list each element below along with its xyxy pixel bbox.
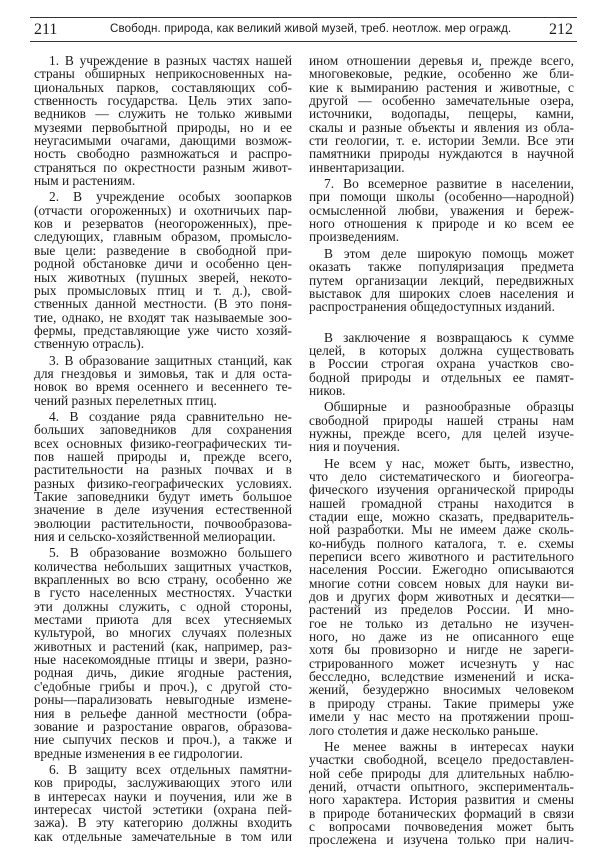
- text-line: 5. В образование возможно большего: [49, 545, 292, 561]
- text-line: другой — особенно замечательные озера,: [309, 93, 574, 109]
- text-line: выставок для широких слоев населения и: [309, 285, 574, 301]
- text-line: ные насекомоядные птицы и звери, разно-: [34, 652, 292, 668]
- text-line: источники, водопады, пещеры, камни,: [309, 106, 574, 122]
- text-line: фермы, представляющие уже чисто хозяй-: [34, 322, 292, 338]
- text-line: в интересах науки и поучения, или же в: [34, 788, 292, 804]
- text-line: стадии еще, можно сказать, предваритель-: [309, 509, 574, 524]
- text-line: Не менее важны в интересах науки: [324, 738, 574, 754]
- text-line: рых промысловых птиц и т. д.), свой-: [34, 282, 292, 298]
- text-line: ведников — служить не только живыми: [34, 106, 292, 122]
- text-line: родная дичь, дикие ягодные растения,: [34, 665, 292, 681]
- text-line: 6. В защиту всех отдельных памятни-: [49, 761, 292, 777]
- text-line: ной разработки. Мы не имеем даже сколь-: [309, 522, 574, 538]
- text-line: ко-нибудь полного каталога, т. е. схемы: [309, 535, 574, 551]
- paragraph: [309, 177, 574, 244]
- text-line: произведениям.: [309, 229, 400, 245]
- text-line: с'едобные грибы и проч.), с другой сто-: [34, 678, 292, 694]
- text-line: разных физико-географических условиях.: [34, 475, 292, 491]
- text-line: ных животных (пушных зверей, некото-: [34, 269, 292, 285]
- text-line: имели у нас место на протяжении прош-: [309, 709, 574, 725]
- text-line: ников.: [309, 382, 346, 398]
- text-line: для гнездовья и зимовья, так и для оста-: [34, 365, 292, 381]
- text-line: ной себе природы для длительных наблю-: [309, 765, 574, 781]
- text-line: оказать также популяризация предмета: [309, 259, 574, 275]
- text-line: страняться по окрестности разным живот-: [34, 159, 292, 175]
- text-line: ния и сельско-хозяйственной мелиорации.: [34, 529, 276, 545]
- text-line: многие сотни совсем новых для науки ви-: [309, 575, 574, 591]
- right-column: [309, 54, 574, 850]
- text-line: осмысленной любви, уважения и береж-: [309, 202, 574, 218]
- text-line: инвентаризации.: [309, 159, 405, 175]
- paragraph: [34, 546, 292, 760]
- text-line: интересах чистой эстетики (охрана пей-: [34, 801, 292, 817]
- paragraph: [34, 190, 292, 350]
- paragraph: [34, 354, 292, 407]
- text-line: сти геологии, т. е. истории Земли. Все эти: [309, 133, 574, 149]
- running-header: [30, 17, 577, 42]
- text-line: в России строгая охрана участков сво-: [309, 356, 574, 372]
- text-line: целей, в которых должна существовать: [309, 342, 574, 358]
- text-line: вые цели: разведение в свободной при-: [34, 242, 292, 258]
- text-line: циональных парков, составляющих соб-: [34, 79, 292, 95]
- text-line: ние сыпучих песков и проч.), а также и: [34, 732, 292, 748]
- text-line: ственных данной местности. (В это поня-: [34, 296, 292, 312]
- text-line: в природе ботанических формаций в связи: [309, 805, 574, 821]
- text-line: больших заповедников для сохранения: [34, 422, 292, 438]
- text-line: гое не только из детально не изучен-: [309, 615, 574, 631]
- text-line: музеями первобытной природы, но и ее: [34, 119, 292, 135]
- text-line: Не всем у нас, может быть, известно,: [324, 455, 574, 471]
- paragraph: [309, 54, 574, 174]
- text-line: фического изучения органической природы: [309, 482, 574, 498]
- running-title: Свободн. природа, как великий живой музей, треб. неотлож. мер огражд.: [110, 22, 512, 35]
- page-number-left: 211: [34, 21, 58, 38]
- text-line: распространения общедоступных изданий.: [309, 299, 555, 315]
- text-line: зование и разростание оврагов, образова-: [34, 718, 292, 734]
- text-line: ного отношения к природе и ко всем ее: [309, 216, 574, 232]
- text-line: памятники природы нуждаются в научной: [309, 146, 574, 162]
- text-line: участки свободной, всецело предоставлен-: [309, 752, 574, 768]
- text-line: 2. В учреждение особых зоопарков: [49, 189, 292, 205]
- text-line: Обширные и разнообразные образцы: [324, 399, 574, 415]
- text-line: лого столетия и даже несколько раньше.: [309, 722, 539, 738]
- text-line: культурой, во многих случаях полезных: [34, 625, 292, 641]
- text-line: ность свободно размножаться и распро-: [34, 146, 292, 162]
- text-line: с вопросами почвоведения может быть: [309, 818, 574, 834]
- text-line: при помощи школы (особенно—народной): [309, 189, 574, 205]
- paragraph: [309, 457, 574, 737]
- text-line: чений разных перелетных птиц.: [34, 392, 217, 408]
- text-line: бодной природы и отдельных ее памят-: [309, 369, 574, 385]
- text-line: растительности на разных почвах и в: [34, 462, 292, 478]
- text-line: нашей громадной страны находится в: [309, 495, 574, 511]
- text-line: страны обширных неприкосновенных на-: [34, 66, 292, 82]
- text-line: дов и других форм животных и десятки—: [309, 589, 574, 605]
- text-line: в густо населенных местностях. Участки: [34, 585, 292, 601]
- text-line: новок во время осеннего и весеннего те-: [34, 379, 292, 395]
- text-line: вредные изменения в ее гидрологии.: [34, 745, 243, 761]
- text-line: животных и растений (как, например, раз-: [34, 638, 292, 654]
- text-line: путем организации лекций, передвижных: [309, 272, 574, 288]
- text-line: ного характера. История развития и смены: [309, 792, 574, 808]
- text-line: прослежена и изучена только при налич-: [309, 832, 574, 848]
- text-line: ственную отрасль).: [34, 336, 145, 352]
- text-line: населения России. Ежегодно описываются: [309, 562, 574, 578]
- text-line: значение в деле изучения естественной: [34, 502, 292, 518]
- text-line: ков природы, заслуживающих этого или: [34, 775, 292, 791]
- section-gap: [309, 317, 574, 331]
- text-line: эти должны служить, с одной стороны,: [34, 598, 292, 614]
- text-line: стрированного может исчезнуть у нас: [309, 655, 574, 671]
- text-line: нужны, прежде всего, для целей изуче-: [309, 425, 574, 441]
- text-line: роны—парализовать невыгодные измене-: [34, 692, 292, 708]
- text-line: пов нашей природы и, прежде всего,: [34, 448, 292, 464]
- text-line: ния в рельефе данной местности (обра-: [34, 705, 292, 721]
- text-line: кие к вымиранию растения и животные, с: [309, 79, 574, 95]
- text-line: свободной природы нашей страны нам: [309, 412, 574, 428]
- text-line: зажа). В эту категорию должны входить: [34, 815, 292, 831]
- text-line: родной обстановке дичи и особенно цен-: [34, 256, 292, 272]
- left-column: [34, 54, 292, 846]
- text-line: В заключение я возвращаюсь к сумме: [324, 329, 574, 345]
- text-line: 3. В образование защитных станций, как: [49, 352, 292, 368]
- text-line: эволюции растительности, почвообразова-: [34, 515, 292, 531]
- text-line: ков и резерватов (неогороженных), пре-: [34, 216, 292, 232]
- text-line: что дело систематического и биогеогра-: [309, 468, 574, 484]
- text-line: многовековые, редкие, особенно же бли-: [309, 66, 574, 82]
- text-line: в природу страны. Такие примеры уже: [309, 695, 574, 711]
- text-line: переписи всего животного и растительного: [309, 549, 574, 565]
- text-line: местами приюта для всех утесняемых: [34, 612, 292, 628]
- text-line: скалы и разные объекты и явления из обла-: [309, 119, 574, 135]
- text-line: ного, но даже из не описанного еще: [309, 629, 574, 645]
- text-line: Такие заповедники будут иметь большое: [34, 489, 292, 504]
- paragraph: [309, 247, 574, 314]
- text-line: ином отношении деревья и, прежде всего,: [309, 53, 574, 68]
- text-line: количества небольших защитных участков,: [34, 558, 292, 574]
- paragraph: [34, 54, 292, 187]
- text-line: ния и поучения.: [309, 439, 400, 455]
- text-line: 1. В учреждение в разных частях нашей: [49, 53, 292, 68]
- text-line: растений из пределов России. И мно-: [309, 602, 574, 618]
- text-line: (отчасти огороженных) и охотничьих пар-: [34, 202, 292, 218]
- text-line: вкрапленных во всю страну, особенно же: [34, 572, 292, 588]
- text-line: всех основных физико-географических ти-: [34, 435, 292, 451]
- paragraph: [34, 410, 292, 543]
- text-line: жений, безудержно вносимых человеком: [309, 682, 574, 698]
- page-number-right: 212: [549, 21, 573, 38]
- text-line: как отдельные замечательные в том или: [34, 828, 292, 844]
- paragraph: [34, 763, 292, 843]
- text-line: следующих, главным образом, промысло-: [34, 229, 292, 245]
- paragraph: [309, 740, 574, 847]
- text-line: дений, отчасти опытного, эксперименталь-: [309, 778, 574, 794]
- text-line: ным и растениям.: [34, 173, 136, 189]
- paragraph: [309, 400, 574, 453]
- paragraph: [309, 331, 574, 398]
- text-line: тие, однако, не входят так называемые зоо-: [34, 309, 292, 325]
- text-line: бесследно, вследствие изменений и иска-: [309, 669, 574, 685]
- text-line: хотя бы провизорно и нигде не зареги-: [309, 642, 574, 658]
- text-line: ственность государства. Цель этих запо-: [34, 93, 292, 109]
- text-line: 7. Во всемерное развитие в населении,: [324, 176, 574, 192]
- text-line: неугасимыми очагами, дающими возмож-: [34, 133, 292, 149]
- text-line: 4. В создание ряда сравнительно не-: [49, 408, 292, 424]
- text-line: В этом деле широкую помощь может: [324, 245, 574, 261]
